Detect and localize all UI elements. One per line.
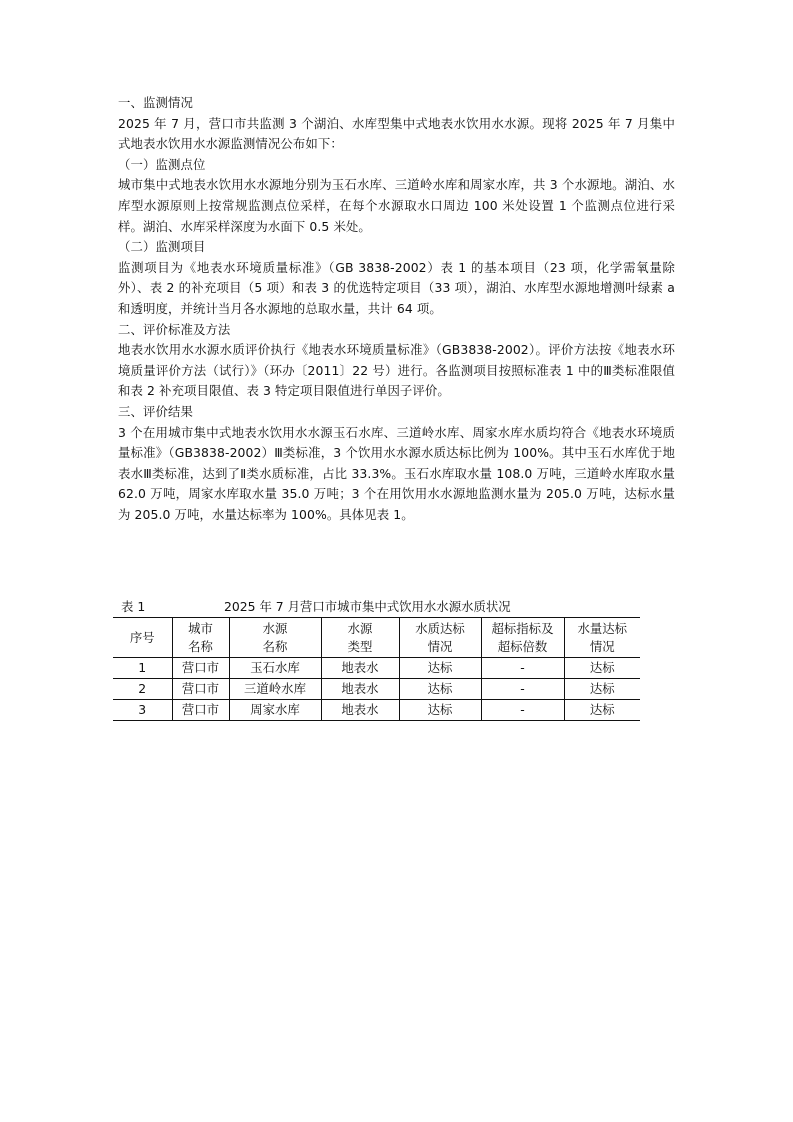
cell-quality: 达标 (399, 658, 481, 679)
cell-type: 地表水 (321, 679, 399, 700)
table-row (113, 679, 640, 700)
cell-source: 周家水库 (229, 700, 321, 721)
table-header-row (113, 618, 640, 658)
table-row (113, 700, 640, 721)
results-paragraph: 3 个在用城市集中式地表水饮用水水源玉石水库、三道岭水库、周家水库水质均符合《地表水环境质量标准》（GB3838-2002）Ⅲ类标准，3 个饮用水水源水质达标比例为 100%。其中玉石水库优于地表水Ⅲ类标准，达到了Ⅱ类水质标准，占比 33.3%。玉石水库取水量 108.0 万吨，三道岭水库取水量 62.0 万吨，周家水库取水量 35.0 万吨；3 个在用饮用水水源地监测水量为 205.0 万吨，达标水量为 205.0 万吨，水量达标率为 100%。具体见表 1。 (118, 424, 675, 522)
standards-paragraph: 地表水饮用水水源水质评价执行《地表水环境质量标准》（GB3838-2002）。评价方法按《地表水环境质量评价方法（试行）》（环办〔2011〕22 号）进行。各监测项目按照标准表 1 中的Ⅲ类标准限值和表 2 补充项目限值、表 3 特定项目限值进行单因子评价。 (118, 342, 675, 399)
header-city-name: 城市 名称 (172, 618, 229, 658)
cell-exceedance: - (481, 658, 564, 679)
table-title: 2025 年 7 月营口市城市集中式饮用水水源水质状况 (224, 599, 511, 614)
water-quality-table (113, 617, 640, 721)
section-heading-standards: 二、评价标准及方法 (118, 321, 231, 337)
monitoring-points-paragraph: 城市集中式地表水饮用水水源地分别为玉石水库、三道岭水库和周家水库，共 3 个水源地。湖泊、水库型水源原则上按常规监测点位采样，在每个水源取水口周边 100 米处设置 1 个监测点位进行采样。湖泊、水库采样深度为水面下 0.5 米处。 (118, 177, 675, 234)
cell-exceedance: - (481, 679, 564, 700)
cell-type: 地表水 (321, 658, 399, 679)
cell-exceedance: - (481, 700, 564, 721)
cell-type: 地表水 (321, 700, 399, 721)
report-body (118, 93, 675, 525)
header-source-name: 水源 名称 (229, 618, 321, 658)
cell-city: 营口市 (172, 679, 229, 700)
header-exceedance: 超标指标及 超标倍数 (481, 618, 564, 658)
cell-index: 2 (113, 679, 172, 700)
cell-index: 3 (113, 700, 172, 721)
cell-quality: 达标 (399, 679, 481, 700)
subheading-monitoring-points: （一）监测点位 (118, 156, 206, 172)
table-caption (113, 597, 640, 617)
header-index: 序号 (113, 618, 172, 658)
section-heading-monitoring: 一、监测情况 (118, 95, 193, 110)
cell-volume: 达标 (564, 679, 640, 700)
table-label: 表 1 (121, 599, 146, 614)
cell-source: 三道岭水库 (229, 679, 321, 700)
header-volume-status: 水量达标 情况 (564, 618, 640, 658)
cell-volume: 达标 (564, 658, 640, 679)
cell-city: 营口市 (172, 700, 229, 721)
cell-quality: 达标 (399, 700, 481, 721)
intro-paragraph: 2025 年 7 月，营口市共监测 3 个湖泊、水库型集中式地表水饮用水水源。现将 2025 年 7 月集中式地表水饮用水水源监测情况公布如下： (118, 115, 675, 152)
cell-source: 玉石水库 (229, 658, 321, 679)
water-quality-table-block (113, 597, 640, 721)
table-row (113, 658, 640, 679)
section-heading-results: 三、评价结果 (118, 403, 193, 419)
header-quality-status: 水质达标 情况 (399, 618, 481, 658)
cell-city: 营口市 (172, 658, 229, 679)
subheading-monitoring-items: （二）监测项目 (118, 239, 206, 255)
monitoring-items-paragraph: 监测项目为《地表水环境质量标准》（GB 3838-2002）表 1 的基本项目（23 项，化学需氧量除外）、表 2 的补充项目（5 项）和表 3 的优选特定项目（33 项），湖泊、水库型水源地增测叶绿素 a 和透明度，并统计当月各水源地的总取水量，共计 64 项。 (118, 259, 675, 316)
cell-index: 1 (138, 660, 147, 675)
cell-volume: 达标 (564, 700, 640, 721)
header-source-type: 水源 类型 (321, 618, 399, 658)
